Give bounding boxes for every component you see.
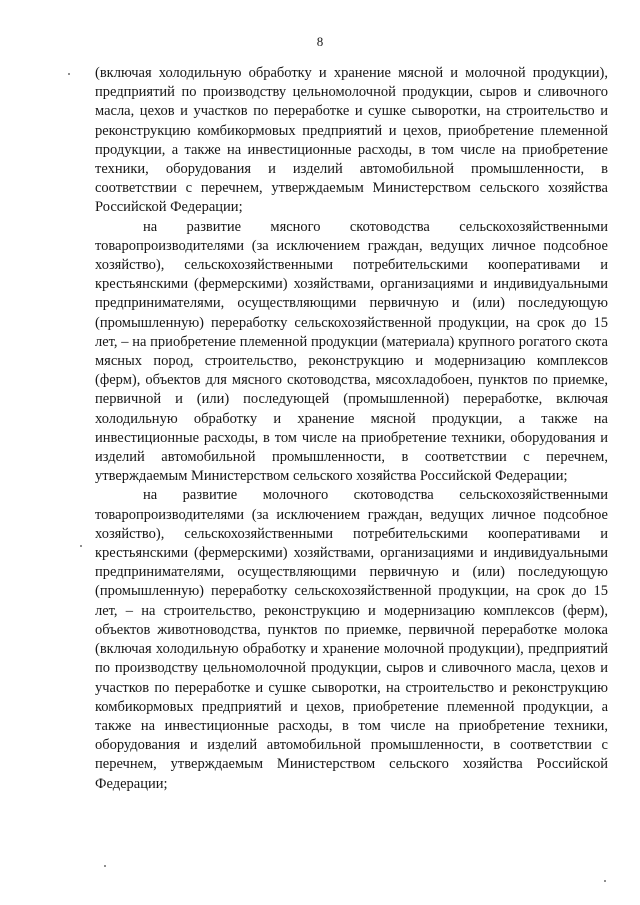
paragraph-continuation: (включая холодильную обработку и хранение мясной и молочной продукции), предприятий по производству цельномолочной продукции, сыров и сливочного масла, цехов и участков по переработке и сушке сыворотки, на строительство и реконструкцию комбикормовых предприятий и цехов, приобретение племенной продукции, а также на инвестиционные расходы, в том числе на приобретение техники, оборудования и изделий автомобильной промышленности, в соответствии с перечнем, утверждаемым Министерством сельского хозяйства Российской Федерации; <box>95 65 608 216</box>
scan-speck <box>80 545 82 547</box>
scan-speck <box>68 73 70 75</box>
scan-speck <box>104 865 106 867</box>
paragraph-dairy-cattle: на развитие молочного скотоводства сельскохозяйственными товаропроизводителями (за исключением граждан, ведущих личное подсобное хозяйство), сельскохозяйственными потребительскими кооперативами и крестьянскими (фермерскими) хозяйствами, организациями и индивидуальными предпринимателями, осуществляющими первичную и (или) последующую (промышленную) переработку сельскохозяйственной продукции, на срок до 15 лет, – на строительство, реконструкцию и модернизацию комплексов (ферм), объектов животноводства, пунктов по приемке, первичной переработке молока (включая холодильную обработку и хранение молочной продукции), предприятий по производству цельномолочной продукции, сыров и сливочного масла, цехов и участков по переработке и сушке сыворотки, на строительство и реконструкцию комбикормовых предприятий и цехов, приобретение племенной продукции, а также на инвестиционные расходы, в том числе на приобретение техники, оборудования и изделий автомобильной промышленности, в соответствии с перечнем, утверждаемым Министерством сельского хозяйства Российской Федерации; <box>95 487 608 792</box>
document-body <box>95 64 608 794</box>
paragraph-meat-cattle: на развитие мясного скотоводства сельскохозяйственными товаропроизводителями (за исключением граждан, ведущих личное подсобное хозяйство), сельскохозяйственными потребительскими кооперативами и крестьянскими (фермерскими) хозяйствами, организациями и индивидуальными предпринимателями, осуществляющими первичную и (или) последующую (промышленную) переработку сельскохозяйственной продукции, на срок до 15 лет, – на приобретение племенной продукции (материала) крупного рогатого скота мясных пород, строительство, реконструкцию и модернизацию комплексов (ферм), объектов для мясного скотоводства, мясохладобоен, пунктов по приемке, первичной и (или) последующей (промышленной) переработке, включая холодильную обработку и хранение мясной продукции, а также на инвестиционные расходы, в том числе на приобретение техники, оборудования и изделий автомобильной промышленности, в соответствии с перечнем, утверждаемым Министерством сельского хозяйства Российской Федерации; <box>95 218 608 485</box>
page-number: 8 <box>316 34 324 49</box>
scan-speck <box>604 880 606 882</box>
